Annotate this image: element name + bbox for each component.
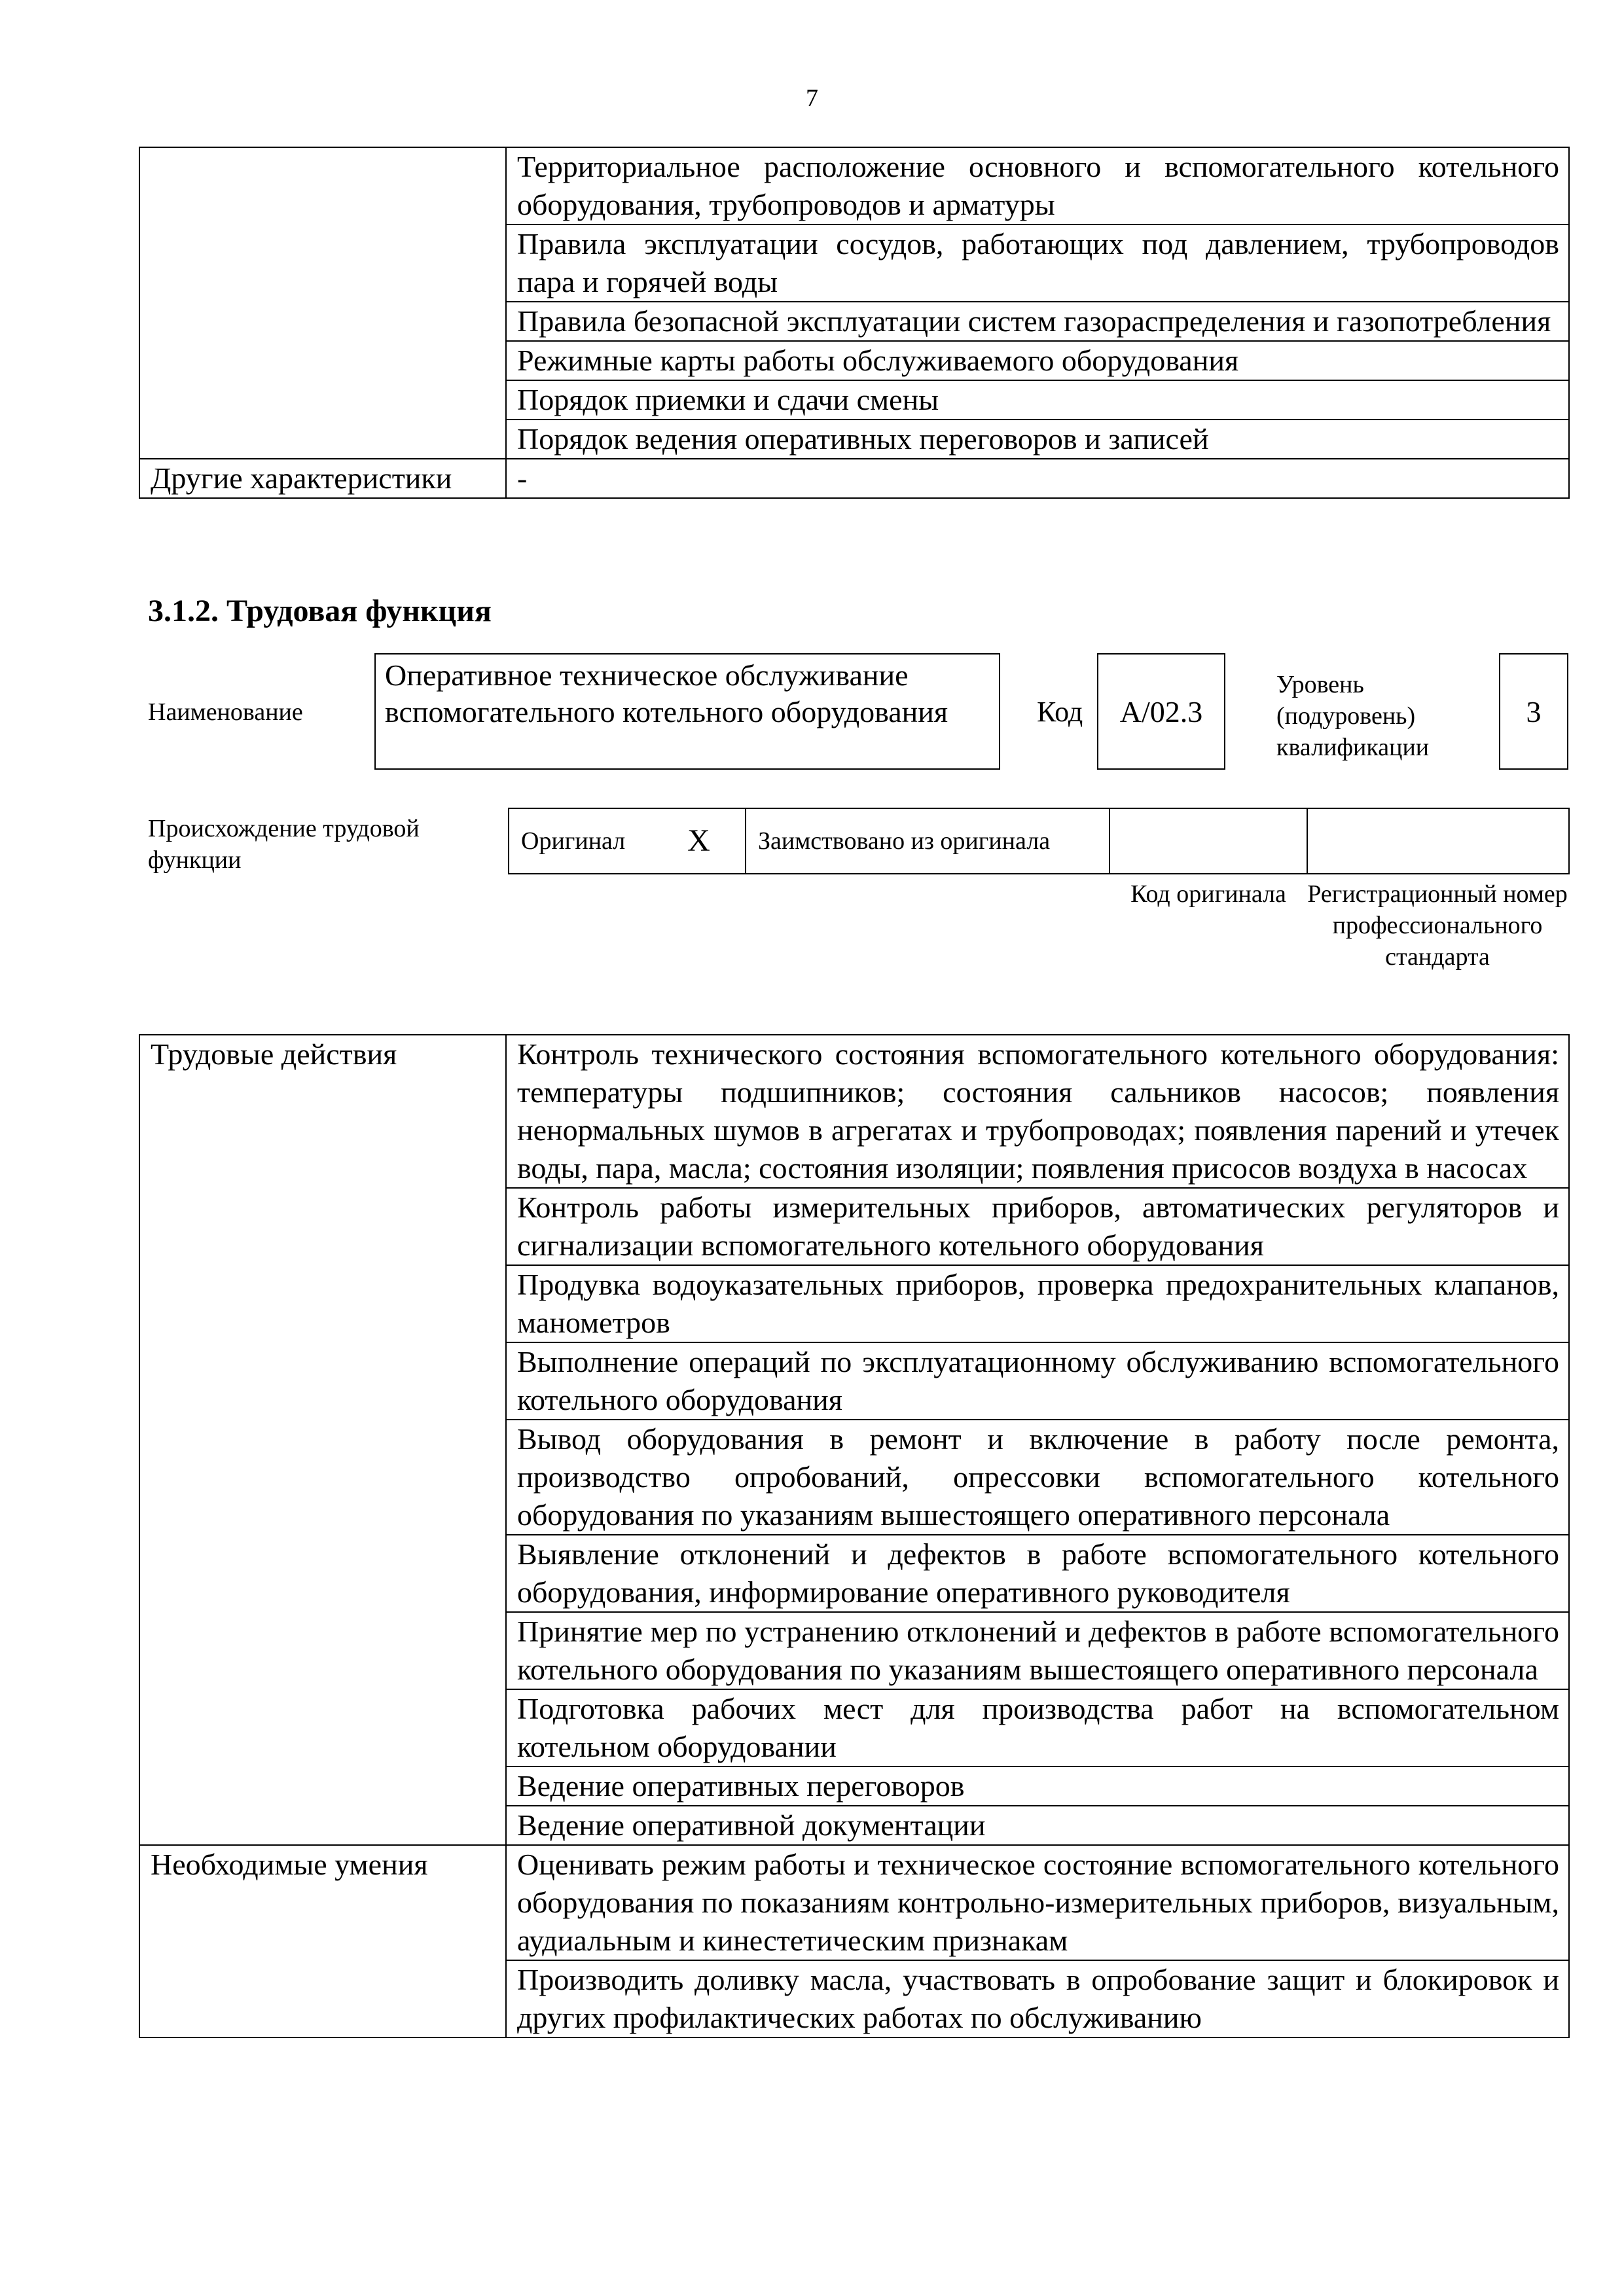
- qualification-level-box: 3: [1499, 653, 1568, 770]
- original-label: Оригинал: [509, 808, 653, 874]
- labor-action-item: Контроль технического состояния вспомогательного котельного оборудования: температуры подшипников; состояния сальников насосов; появления ненормальных шумов в агрегатах и трубопроводах; появления парений и утечек воды, пара, масла; состояния изоляции; появления присосов воздуха в насосах: [506, 1035, 1569, 1188]
- labor-function-table: [139, 1034, 1570, 2038]
- borrowed-label: Заимствовано из оригинала: [746, 808, 1110, 874]
- original-mark: Х: [653, 808, 746, 874]
- original-code-cell: [1110, 808, 1307, 874]
- knowledge-item: Правила эксплуатации сосудов, работающих под давлением, трубопроводов пара и горячей воды: [506, 224, 1569, 302]
- labor-action-item: Подготовка рабочих мест для производства работ на вспомогательном котельном оборудовании: [506, 1689, 1569, 1767]
- original-code-caption: Код оригинала: [1130, 880, 1286, 908]
- labor-action-item: Ведение оперативной документации: [506, 1806, 1569, 1845]
- labor-action-item: Ведение оперативных переговоров: [506, 1767, 1569, 1806]
- empty-label-cell: [139, 147, 506, 459]
- table-row: [139, 459, 1569, 498]
- labor-action-item: Выполнение операций по эксплуатационному обслуживанию вспомогательного котельного оборудования: [506, 1342, 1569, 1420]
- qualification-level-label: Уровень (подуровень) квалификации: [1276, 671, 1430, 761]
- code-value-box: А/02.3: [1097, 653, 1225, 770]
- labor-action-item: Принятие мер по устранению отклонений и дефектов в работе вспомогательного котельного оборудования по указаниям вышестоящего оперативного персонала: [506, 1612, 1569, 1689]
- table-row: [139, 1845, 1569, 1960]
- labor-action-item: Контроль работы измерительных приборов, автоматических регуляторов и сигнализации вспомогательного котельного оборудования: [506, 1188, 1569, 1265]
- knowledge-item: Режимные карты работы обслуживаемого оборудования: [506, 341, 1569, 380]
- origin-label: Происхождение трудовой функции: [148, 815, 420, 874]
- labor-actions-label: Трудовые действия: [139, 1035, 506, 1845]
- labor-action-item: Вывод оборудования в ремонт и включение в работу после ремонта, производство опробований, опрессовки вспомогательного котельного оборудования по указаниям вышестоящего оперативного персонала: [506, 1420, 1569, 1535]
- required-skills-label: Необходимые умения: [139, 1845, 506, 2037]
- name-label: Наименование: [148, 698, 303, 726]
- page-number: 7: [806, 84, 818, 112]
- knowledge-item: Территориальное расположение основного и вспомогательного котельного оборудования, трубопроводов и арматуры: [506, 147, 1569, 224]
- other-characteristics-value: -: [506, 459, 1569, 498]
- labor-action-item: Выявление отклонений и дефектов в работе вспомогательного котельного оборудования, информирование оперативного руководителя: [506, 1535, 1569, 1612]
- labor-action-item: Продувка водоуказательных приборов, проверка предохранительных клапанов, манометров: [506, 1265, 1569, 1342]
- skill-item: Производить доливку масла, участвовать в опробование защит и блокировок и других профилактических работах по обслуживанию: [506, 1960, 1569, 2037]
- origin-table: [508, 808, 1570, 874]
- registration-number-caption: Регистрационный номер профессионального стандарта: [1307, 880, 1568, 971]
- code-label: Код: [1037, 696, 1083, 728]
- function-name-box: Оперативное техническое обслуживание вспомогательного котельного оборудования: [374, 653, 1000, 770]
- knowledge-item: Порядок ведения оперативных переговоров и записей: [506, 420, 1569, 459]
- table-row: [139, 1035, 1569, 1188]
- table-row: [139, 147, 1569, 224]
- section-title: 3.1.2. Трудовая функция: [148, 594, 492, 628]
- knowledge-item: Правила безопасной эксплуатации систем газораспределения и газопотребления: [506, 302, 1569, 341]
- knowledge-table-continuation: [139, 147, 1570, 499]
- table-row: [509, 808, 1569, 874]
- skill-item: Оценивать режим работы и техническое состояние вспомогательного котельного оборудования по показаниям контрольно-измерительных приборов, визуальным, аудиальным и кинестетическим признакам: [506, 1845, 1569, 1960]
- other-characteristics-label: Другие характеристики: [139, 459, 506, 498]
- registration-number-cell: [1307, 808, 1569, 874]
- knowledge-item: Порядок приемки и сдачи смены: [506, 380, 1569, 420]
